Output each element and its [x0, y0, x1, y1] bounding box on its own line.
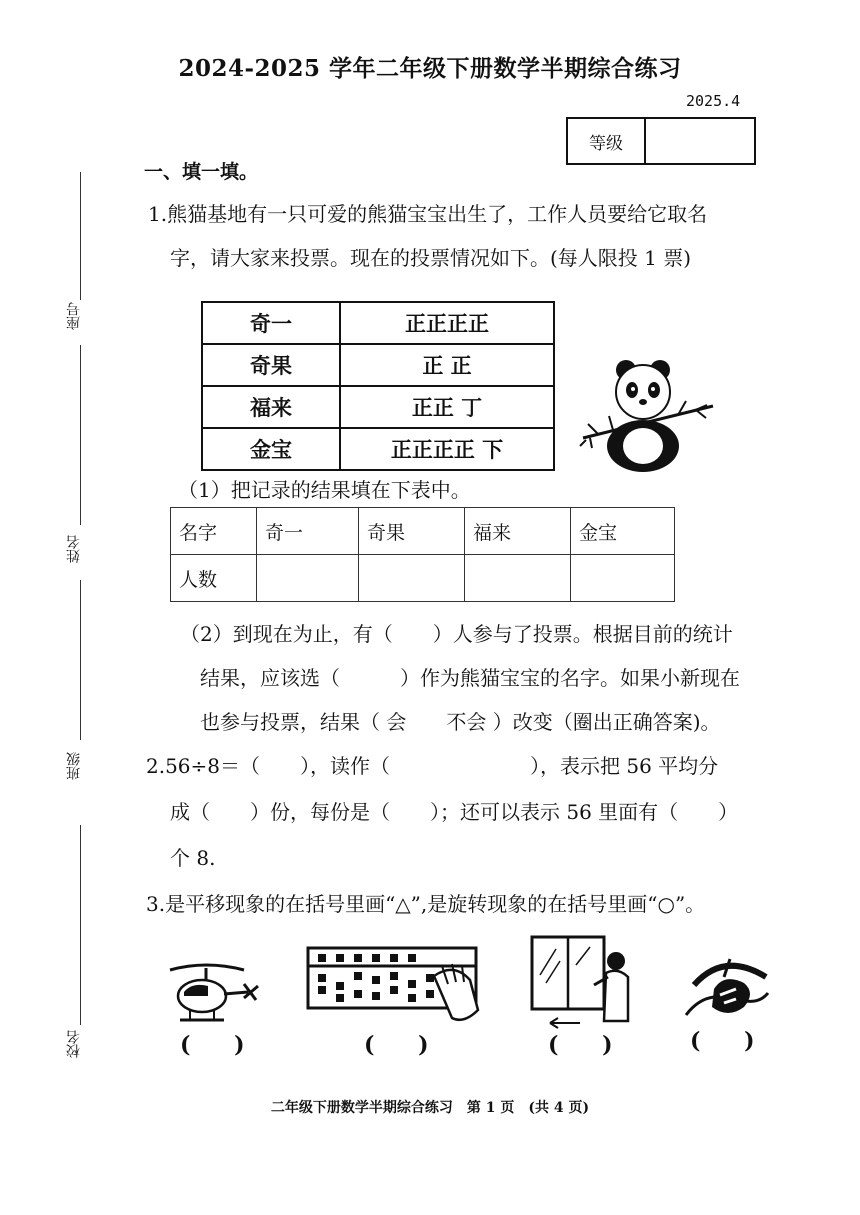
q1-sub2-line2: 结果，应该选（ ）作为熊猫宝宝的名字。如果小新现在	[200, 666, 740, 690]
tally-name: 金宝	[202, 428, 340, 470]
q1-sub1: （1）把记录的结果填在下表中。	[178, 478, 471, 502]
tally-name: 奇果	[202, 344, 340, 386]
page-footer: 二年级下册数学半期综合练习 第 1 页 (共 4 页)	[270, 1100, 590, 1116]
class-label: 班级	[66, 752, 82, 780]
header-cell: 奇一	[257, 508, 359, 555]
header-cell: 奇果	[359, 508, 465, 555]
table-row	[202, 428, 554, 470]
answer-paren-3[interactable]: ( )	[548, 1032, 631, 1058]
tally-marks: 正正 丁	[340, 386, 554, 428]
table-row	[202, 386, 554, 428]
tally-name: 奇一	[202, 302, 340, 344]
header-cell: 金宝	[571, 508, 675, 555]
table-row	[171, 508, 675, 555]
seat-label: 座号	[66, 302, 82, 330]
grade-box	[566, 117, 756, 165]
name-line[interactable]	[80, 345, 81, 525]
school-line[interactable]	[80, 825, 81, 1025]
grade-value[interactable]	[646, 119, 754, 163]
q1-sub2-line3: 也参与投票，结果（ 会 不会 ）改变（圈出正确答案)。	[200, 710, 721, 734]
header-cell: 名字	[171, 508, 257, 555]
q1-sub2-line1: （2）到现在为止，有（ ）人参与了投票。根据目前的统计	[180, 622, 733, 646]
q2-line1: 2.56÷8＝（ ），读作（ ），表示把 56 平均分	[146, 754, 719, 778]
class-line[interactable]	[80, 580, 81, 740]
answer-cell[interactable]	[465, 555, 571, 602]
window-icon	[530, 935, 630, 1029]
answer-paren-2[interactable]: ( )	[364, 1032, 447, 1058]
q1-line2: 字，请大家来投票。现在的投票情况如下。(每人限投 1 票)	[170, 246, 692, 270]
tally-marks: 正正正正 下	[340, 428, 554, 470]
panda-icon	[578, 358, 720, 474]
seat-line[interactable]	[80, 172, 81, 300]
tally-table	[201, 301, 555, 471]
q2-line2: 成（ ）份，每份是（ ）；还可以表示 56 里面有（ ）	[170, 800, 739, 824]
tally-marks: 正正正正	[340, 302, 554, 344]
header-cell: 福来	[465, 508, 571, 555]
page-title: 2024-2025 学年二年级下册数学半期综合练习	[178, 55, 682, 82]
name-label: 姓名	[66, 535, 82, 563]
answer-paren-1[interactable]: ( )	[180, 1032, 263, 1058]
result-table	[170, 507, 675, 602]
table-row	[202, 302, 554, 344]
school-label: 校名	[66, 1030, 82, 1058]
table-row	[171, 555, 675, 602]
tally-marks: 正 正	[340, 344, 554, 386]
windmill-icon	[684, 955, 780, 1023]
grade-label: 等级	[568, 119, 646, 163]
helicopter-icon	[166, 962, 268, 1028]
q2-line3: 个 8.	[170, 846, 216, 870]
answer-cell[interactable]	[257, 555, 359, 602]
table-row	[202, 344, 554, 386]
answer-cell[interactable]	[571, 555, 675, 602]
answer-paren-4[interactable]: ( )	[690, 1028, 773, 1054]
tally-name: 福来	[202, 386, 340, 428]
abacus-icon	[306, 946, 482, 1026]
q3-line1: 3.是平移现象的在括号里画“△”,是旋转现象的在括号里画“○”。	[146, 892, 706, 916]
section-heading: 一、填一填。	[144, 161, 259, 183]
q1-line1: 1.熊猫基地有一只可爱的熊猫宝宝出生了，工作人员要给它取名	[148, 202, 708, 226]
row-label: 人数	[171, 555, 257, 602]
exam-date: 2025.4	[686, 92, 741, 110]
answer-cell[interactable]	[359, 555, 465, 602]
